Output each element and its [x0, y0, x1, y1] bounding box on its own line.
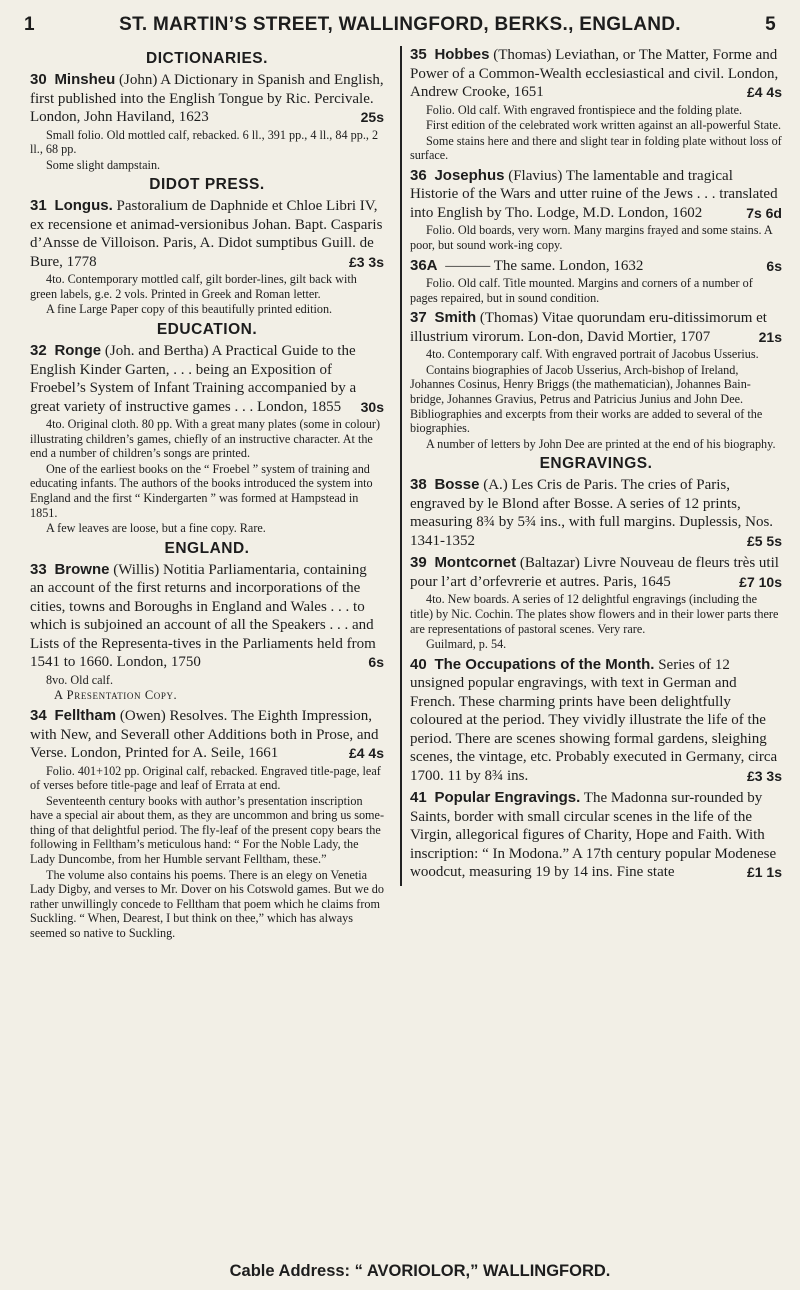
entry-author: Ronge	[54, 342, 102, 360]
entry-note: A fine Large Paper copy of this beautifully printed edition.	[46, 302, 333, 317]
entry-note-2: Some stains here and there and slight tear in folding plate without loss of surface.	[410, 133, 782, 163]
entry-author: Minsheu	[54, 71, 116, 88]
entry-title: (A.) Les Cris de Paris. The cries of Paris, engraved by le Blond after Bosse. A series of 12 prints, measuring 8¾ by 5¾ ins., with full margins. Duplessis, Nos. 1341-1352	[410, 477, 774, 549]
entry-price: £4 4s	[348, 745, 384, 761]
entry-note: Guilmard, p. 54.	[426, 637, 507, 652]
lot-number: 33	[30, 560, 47, 578]
entry-title: Pastoralium de Daphnide et Chloe Libri IV, ex recensione et animad-versionibus Johan. Bapt. Casparis d’Ansse de Villoison. Paris, A. Didot sumptibus Guill. de Bure, 1778	[30, 198, 383, 270]
entry-author: Bosse	[434, 476, 480, 494]
catalog-entry-39	[410, 554, 782, 651]
entry-details: 4to. New boards. A series of 12 delightful engravings (including the title) by Nic. Cochin. The plates show flowers and in their lower parts there are representations of pastoral scenes. Very rare.	[410, 592, 779, 636]
entry-title: (Joh. and Bertha) A Practical Guide to the English Kinder Garten, . . . being an Exposition of Froebel’s System of Infant Training accompanied by a great variety of instructive games . . . London, 1855	[30, 343, 357, 415]
catalog-entry-41	[410, 789, 782, 882]
entry-title: (Baltazar) Livre Nouveau de fleurs très util pour l’art d’orfevrerie et autres. Paris, 1645	[410, 555, 779, 590]
entry-price: 6s	[368, 654, 384, 671]
entry-details: Folio. Old calf. With engraved frontispiece and the folding plate.	[426, 102, 743, 117]
entry-title: (Owen) Resolves. The Eighth Impression, with New, and Severall other Additions both in Prose, and Verse. London, Printed for A. Seile, 1661	[30, 708, 379, 761]
catalog-entry-35	[410, 46, 782, 163]
entry-price: £3 3s	[348, 253, 384, 270]
entry-title: Series of 12 unsigned popular engravings, with text in German and French. These charming prints have been delightfully coloured at the period. They vividly illustrate the life of the period. There are scenes showing formal gardens, sleighing scenes, the vintage, etc. Probably executed in Germany, circa 1700. 11 by 8¾ ins.	[410, 656, 778, 784]
entry-title: (Flavius) The lamentable and tragical Historie of the Wars and utter ruine of the Jews . . . translated into English by Tho. Lodge, M.D. London, 1602	[410, 167, 778, 221]
catalog-entry-37	[410, 309, 782, 451]
catalog-entry-34	[30, 707, 384, 941]
catalog-entry-33	[30, 561, 384, 703]
lot-number: 31	[30, 197, 47, 215]
lot-number: 39	[410, 554, 427, 572]
entry-author: Felltham	[54, 707, 117, 724]
lot-number: 40	[410, 655, 427, 673]
catalog-entry-30	[30, 71, 384, 172]
entry-price: 21s	[758, 328, 782, 345]
entry-details: 4to. Contemporary calf. With engraved portrait of Jacobus Usserius.	[426, 347, 759, 362]
entry-price: 6s	[766, 257, 782, 274]
page-number: 5	[765, 14, 776, 35]
section-heading-didot: DIDOT PRESS.	[149, 176, 265, 194]
entry-title: (Thomas) Vitae quorundam eru-ditissimorum et illustrium virorum. Lon-don, David Mortier, 1707	[410, 310, 767, 345]
entry-title: (Thomas) Leviathan, or The Matter, Forme and Power of a Common-Wealth ecclesiastical and civil. London, Andrew Crooke, 1651	[410, 47, 779, 100]
catalog-entry-40	[410, 656, 782, 786]
entry-price: 7s 6d	[746, 204, 782, 221]
entry-author: Popular Engravings.	[434, 789, 581, 807]
entry-note: One of the earliest books on the “ Froebel ” system of training and educating infants. The authors of the books introduced the system into England and the first “ Kindergarten ” was formed at Hampstead in 1851.	[30, 461, 373, 520]
catalog-entry-32	[30, 342, 384, 536]
page-header	[24, 14, 776, 36]
entry-note: Contains biographies of Jacob Usserius, Arch-bishop of Ireland, Johannes Cosinus, Henry Briggs (the mathematician), Johannes Bain-bridge, Johannes Gravius, Petrus and Patricius Junius and John Dee. Bibliographies and excerpts from their works are added to several of the biographies.	[410, 362, 763, 436]
entry-details: Folio. 401+102 pp. Original calf, rebacked. Engraved title-page, leaf of verses before title-page and leaf of Errata at end.	[30, 763, 381, 793]
entry-price: £7 10s	[739, 573, 782, 590]
entry-author: Longus.	[54, 197, 113, 215]
lot-number: 36A	[410, 256, 438, 274]
cable-address-footer: Cable Address: “ AVORIOLOR,” WALLINGFORD.	[229, 1262, 611, 1280]
entry-details: Folio. Old calf. Title mounted. Margins and corners of a number of pages repaired, but in sound condition.	[410, 276, 753, 305]
lot-number: 35	[410, 46, 427, 63]
entry-note: Some slight dampstain.	[46, 157, 161, 172]
entry-note: Seventeenth century books with author’s presentation inscription have a special air about them, as they are uncommon and bring us some-thing of that delightful period. The fly-leaf of the present copy bears the following in Felltham’s meticulous hand: “ For the Noble Lady, the Lady Duncombe, from her Humble servant Felltham, these.”	[30, 793, 385, 867]
entry-details: 4to. Contemporary mottled calf, gilt border-lines, gilt back with green labels, g.e. 2 vols. Printed in Greek and Roman letter.	[30, 272, 357, 301]
header-number: 1	[24, 14, 35, 35]
left-column	[30, 46, 384, 945]
entry-title: (Willis) Notitia Parliamentaria, containing an account of the first returns and incorporations of the cities, towns and Boroughs in England and Wales . . . to which is subjoined an account of all the Speakers . . . and Lists of the Representa-tives in the Parliaments held from 1541 to 1660. London, 1750	[30, 561, 376, 671]
entry-details: 4to. Original cloth. 80 pp. With a great many plates (some in colour) illustrating children’s games, chiefly of an instructive character. At the end a number of children’s songs are printed.	[30, 417, 381, 461]
entry-author: Montcornet	[434, 554, 517, 572]
entry-author: Josephus	[434, 166, 505, 184]
entry-price: 25s	[360, 109, 384, 125]
lot-number: 32	[30, 342, 47, 360]
lot-number: 41	[410, 789, 427, 807]
catalog-entry-38	[410, 476, 782, 550]
entry-title: (John) A Dictionary in Spanish and English, first published into the English Tongue by Ric. Percivale. London, John Haviland, 1623	[30, 72, 384, 125]
catalog-entry-31	[30, 197, 384, 317]
lot-number: 37	[410, 309, 427, 327]
entry-note: First edition of the celebrated work written against an all-powerful State.	[426, 118, 782, 133]
entry-price: £3 3s	[746, 767, 782, 784]
entry-title: The Madonna sur-rounded by Saints, border with small circular scenes in the life of the Virgin, allegorical figures of Charity, Hope and Faith. With inscription: “ In Modona.” A 17th century popular Modenese woodcut, measuring 19 by 14 ins. Fine state	[410, 790, 777, 881]
entry-title: ——— The same. London, 1632	[445, 257, 644, 274]
section-heading-education: EDUCATION.	[156, 321, 258, 339]
entry-author: Smith	[434, 309, 477, 327]
catalog-entry-36a	[410, 257, 782, 306]
header-address: ST. MARTIN’S STREET, WALLINGFORD, BERKS., ENGLAND.	[119, 14, 681, 35]
entry-author: Hobbes	[434, 46, 490, 63]
lot-number: 38	[410, 476, 427, 494]
entry-price: £4 4s	[746, 84, 782, 100]
entry-price: 30s	[360, 398, 384, 415]
entry-price: £5 5s	[746, 532, 782, 549]
entry-note-2: The volume also contains his poems. There is an elegy on Venetia Lady Digby, and verses to Mr. Dover on his Cotswold games. But we do rather unwillingly concede to Felltham that poem which he claims from Suckling. “ When, Dearest, I but think on thee,” which has always seemed so native to Suckling.	[30, 867, 384, 941]
entry-note-2: A few leaves are loose, but a fine copy. Rare.	[46, 521, 266, 536]
lot-number: 36	[410, 166, 427, 184]
entry-details: 8vo. Old calf.	[46, 672, 114, 687]
right-column	[400, 46, 782, 886]
catalog-entry-36	[410, 167, 782, 253]
section-heading-england: ENGLAND.	[164, 539, 250, 557]
entry-details: Small folio. Old mottled calf, rebacked. 6 ll., 391 pp., 4 ll., 84 pp., 2 ll., 68 pp.	[30, 127, 379, 157]
section-heading-engravings: ENGRAVINGS.	[539, 455, 653, 473]
entry-details: Folio. Old boards, very worn. Many margins frayed and some stains. A poor, but sound work-ing copy.	[410, 223, 773, 252]
lot-number: 30	[30, 71, 47, 88]
entry-note: A Presentation Copy.	[54, 688, 178, 703]
entry-note-2: A number of letters by John Dee are printed at the end of his biography.	[426, 436, 776, 451]
entry-author: The Occupations of the Month.	[434, 655, 655, 673]
entry-author: Browne	[54, 560, 110, 578]
lot-number: 34	[30, 707, 47, 724]
entry-price: £1 1s	[746, 864, 782, 881]
section-heading-dictionaries: DICTIONARIES.	[146, 50, 268, 67]
